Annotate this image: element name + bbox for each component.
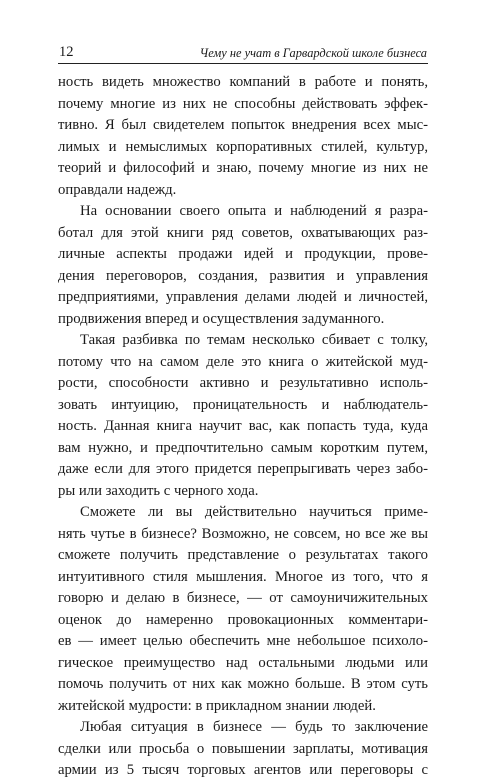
text-line: гическое преимущество над остальными людьми или: [58, 654, 428, 671]
text-line: ры или заходить с черного хода.: [58, 482, 259, 499]
text-line: даже если для этого придется перепрыгивать через забо-: [58, 461, 428, 477]
text-line: вам нужно, и предпочтительно самым коротким путем,: [58, 439, 428, 456]
running-header: [58, 43, 428, 64]
text-line: дения переговоров, создания, развития и управления: [58, 267, 428, 284]
text-line: оценок до намеренно провокационных комментари-: [58, 611, 428, 628]
text-line: житейской мудрости: в прикладном знании людей.: [58, 697, 376, 714]
text-line: ность. Данная книга научит вас, как попасть туда, куда: [58, 418, 428, 434]
text-line: продвижения вперед и осуществления задуманного.: [58, 310, 385, 327]
text-line: армии из 5 тысяч торговых агентов или переговоры с: [58, 762, 428, 778]
text-line: сделки или просьба о повышении зарплаты, мотивация: [58, 740, 428, 757]
paragraph: [58, 72, 428, 201]
text-line: почему многие из них не способны действовать эффек-: [58, 95, 428, 112]
text-line: оправдали надежд.: [58, 181, 177, 198]
text-line: теорий и философий и знаю, почему многие из них не: [58, 160, 428, 176]
text-line: сможете получить представление о результатах такого: [58, 547, 428, 563]
text-line: потому что на самом деле это книга о житейской муд-: [58, 353, 428, 370]
text-line: рости, способности активно и результативно исполь-: [58, 375, 428, 391]
text-line: Любая ситуация в бизнесе — будь то заключение: [80, 719, 428, 735]
text-line: зовать интуицию, проницательность и наблюдатель-: [58, 396, 428, 413]
running-title: Чему не учат в Гарвардской школе бизнеса: [199, 46, 427, 60]
text-line: лимых и немыслимых корпоративных стилей, культур,: [58, 138, 428, 155]
text-line: личные аспекты продажи идей и продукции, прове-: [58, 246, 428, 262]
text-line: говорю и делаю в бизнесе, — от самоуничижительных: [58, 590, 428, 606]
text-line: помочь получить от них как можно больше. В этом суть: [58, 676, 428, 692]
text-line: ность видеть множество компаний в работе и понять,: [58, 74, 428, 90]
text-line: Такая разбивка по темам несколько сбивает с толку,: [80, 332, 428, 348]
body-text: [58, 72, 428, 782]
text-line: тивно. Я был свидетелем попыток внедрения всех мыс-: [58, 117, 428, 133]
text-line: Сможете ли вы действительно научиться приме-: [80, 504, 428, 520]
text-line: интуитивного стиля мышления. Многое из того, что я: [58, 568, 428, 585]
text-line: ботал для этой книги ряд советов, охватывающих раз-: [58, 224, 428, 241]
text-line: предприятиями, управления делами людей и личностей,: [58, 289, 428, 305]
page-number: 12: [59, 44, 74, 60]
paragraph: [58, 502, 428, 717]
text-line: На основании своего опыта и наблюдений я разра-: [80, 203, 428, 219]
text-line: ев — имеет целью обеспечить мне небольшое психоло-: [58, 633, 428, 649]
paragraph: [58, 201, 428, 330]
text-line: нять чутье в бизнесе? Возможно, не совсем, но все же вы: [58, 525, 428, 542]
paragraph: [58, 330, 428, 502]
paragraph: [58, 717, 428, 782]
